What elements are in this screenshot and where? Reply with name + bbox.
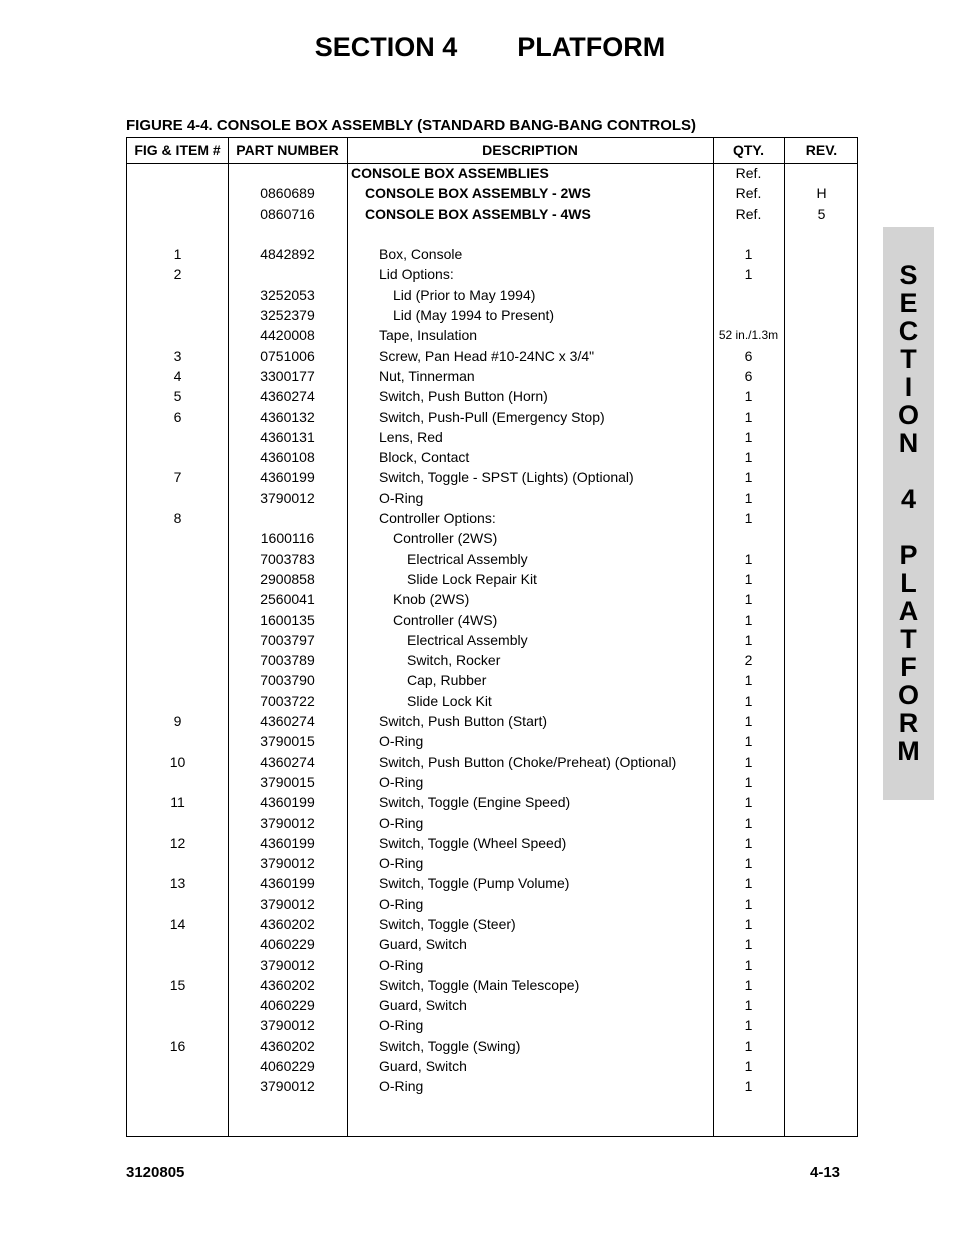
part-number-cell: 7003790 bbox=[260, 672, 315, 689]
fig-item-cell: 11 bbox=[170, 794, 185, 811]
section-name: PLATFORM bbox=[517, 32, 666, 62]
qty-cell: 1 bbox=[744, 753, 753, 770]
qty-cell: 1 bbox=[744, 794, 753, 811]
page-title bbox=[0, 32, 954, 63]
qty-cell: 1 bbox=[744, 1037, 753, 1054]
qty-cell: 1 bbox=[744, 550, 753, 567]
table-row bbox=[127, 569, 857, 589]
table-row bbox=[127, 752, 857, 772]
qty-cell: 1 bbox=[744, 246, 753, 263]
description-cell: Slide Lock Repair Kit bbox=[407, 570, 537, 587]
description-cell: Nut, Tinnerman bbox=[379, 367, 475, 384]
description-cell: Switch, Toggle (Main Telescope) bbox=[379, 976, 580, 993]
description-cell: CONSOLE BOX ASSEMBLY - 4WS bbox=[365, 205, 591, 222]
part-number-cell: 3790012 bbox=[260, 814, 315, 831]
table-body bbox=[127, 163, 857, 1097]
table-row bbox=[127, 934, 857, 954]
qty-cell: 1 bbox=[744, 814, 753, 831]
qty-cell: Ref. bbox=[735, 165, 762, 181]
part-number-cell: 2560041 bbox=[260, 591, 315, 608]
part-number-cell: 4060229 bbox=[260, 1058, 315, 1075]
description-cell: Switch, Toggle (Engine Speed) bbox=[379, 794, 571, 811]
header-rev: REV. bbox=[805, 142, 838, 158]
part-number-cell: 7003797 bbox=[260, 631, 315, 648]
description-cell: Switch, Toggle (Swing) bbox=[379, 1037, 521, 1054]
table-row bbox=[127, 792, 857, 812]
qty-cell: 6 bbox=[744, 367, 753, 384]
description-cell: Switch, Toggle - SPST (Lights) (Optional) bbox=[379, 469, 634, 486]
fig-item-cell: 12 bbox=[169, 834, 186, 851]
part-number-cell: 3790012 bbox=[260, 855, 315, 872]
part-number-cell: 4360199 bbox=[260, 794, 315, 811]
description-cell: Lid (May 1994 to Present) bbox=[393, 307, 555, 324]
table-row bbox=[127, 285, 857, 305]
section-label: SECTION 4 bbox=[314, 32, 458, 62]
table-row bbox=[127, 731, 857, 751]
fig-item-cell: 6 bbox=[173, 408, 182, 425]
qty-cell: Ref. bbox=[735, 205, 762, 222]
fig-item-cell: 4 bbox=[173, 367, 182, 384]
part-number-cell: 4060229 bbox=[260, 997, 315, 1014]
table-row bbox=[127, 894, 857, 914]
part-number-cell: 4360274 bbox=[260, 753, 315, 770]
fig-item-cell: 15 bbox=[169, 976, 186, 993]
qty-cell: 1 bbox=[744, 997, 753, 1014]
part-number-cell: 4360199 bbox=[260, 875, 315, 892]
side-tab-letter bbox=[883, 513, 934, 541]
part-number-cell: 3252053 bbox=[260, 286, 315, 303]
table-row bbox=[127, 772, 857, 792]
fig-item-cell: 9 bbox=[173, 713, 182, 730]
table-row bbox=[127, 955, 857, 975]
description-cell: Tape, Insulation bbox=[379, 327, 478, 344]
part-number-cell: 4842892 bbox=[260, 246, 315, 263]
part-number-cell: 1600116 bbox=[260, 530, 315, 547]
table-row bbox=[127, 407, 857, 427]
table-row bbox=[127, 183, 857, 203]
description-cell: O-Ring bbox=[379, 814, 424, 831]
table-row bbox=[127, 1036, 857, 1056]
fig-item-cell: 14 bbox=[169, 915, 186, 932]
part-number-cell: 3790012 bbox=[260, 895, 315, 912]
table-row bbox=[127, 366, 857, 386]
part-number-cell: 4360108 bbox=[260, 449, 315, 466]
part-number-cell: 7003783 bbox=[260, 550, 315, 567]
part-number-cell: 4420008 bbox=[260, 327, 315, 344]
qty-cell: 1 bbox=[744, 713, 753, 730]
qty-cell: 1 bbox=[744, 895, 753, 912]
description-cell: Guard, Switch bbox=[379, 997, 467, 1014]
fig-item-cell: 2 bbox=[173, 266, 182, 283]
description-cell: Electrical Assembly bbox=[407, 550, 528, 567]
part-number-cell: 4360274 bbox=[260, 388, 315, 405]
section-side-tab bbox=[883, 227, 934, 800]
table-row bbox=[127, 488, 857, 508]
description-cell: O-Ring bbox=[379, 489, 424, 506]
qty-cell: 1 bbox=[744, 1078, 753, 1095]
qty-cell: 1 bbox=[744, 855, 753, 872]
description-cell: O-Ring bbox=[379, 1017, 424, 1034]
qty-cell: 52 in./1.3m bbox=[718, 328, 779, 343]
table-row bbox=[127, 244, 857, 264]
part-number-cell: 0860716 bbox=[260, 205, 315, 222]
description-cell: Switch, Push Button (Horn) bbox=[379, 388, 548, 405]
table-row bbox=[127, 650, 857, 670]
description-cell: Switch, Toggle (Steer) bbox=[379, 915, 516, 932]
fig-item-cell: 8 bbox=[173, 510, 182, 527]
part-number-cell: 3790015 bbox=[260, 733, 315, 750]
table-row bbox=[127, 1076, 857, 1096]
side-tab-letter: M bbox=[897, 736, 920, 766]
part-number-cell: 3790012 bbox=[260, 956, 315, 973]
figure-title: FIGURE 4-4. CONSOLE BOX ASSEMBLY (STANDARD BANG-BANG CONTROLS) bbox=[126, 117, 697, 134]
description-cell: Lens, Red bbox=[379, 428, 443, 445]
part-number-cell: 0860689 bbox=[260, 185, 315, 202]
qty-cell: 1 bbox=[744, 672, 753, 689]
qty-cell: 1 bbox=[744, 875, 753, 892]
part-number-cell: 1600135 bbox=[260, 611, 315, 628]
description-cell: Box, Console bbox=[379, 246, 463, 263]
table-row bbox=[127, 813, 857, 833]
rev-cell: H bbox=[816, 185, 827, 202]
side-tab-letter: F bbox=[900, 652, 917, 682]
qty-cell: 2 bbox=[744, 652, 753, 669]
qty-cell: 1 bbox=[744, 733, 753, 750]
side-tab-letter: O bbox=[897, 680, 919, 710]
side-tab-letter: R bbox=[898, 708, 919, 738]
part-number-cell: 7003722 bbox=[260, 692, 315, 709]
table-row bbox=[127, 589, 857, 609]
description-cell: Controller (4WS) bbox=[393, 611, 498, 628]
side-tab-letters bbox=[883, 261, 934, 765]
description-cell: O-Ring bbox=[379, 733, 424, 750]
fig-item-cell: 7 bbox=[173, 469, 182, 486]
side-tab-letter: 4 bbox=[900, 484, 917, 514]
qty-cell: 1 bbox=[744, 692, 753, 709]
qty-cell: 1 bbox=[744, 611, 753, 628]
side-tab-letter: I bbox=[904, 372, 913, 402]
description-cell: CONSOLE BOX ASSEMBLY - 2WS bbox=[365, 185, 591, 202]
qty-cell: 1 bbox=[744, 1058, 753, 1075]
table-row bbox=[127, 549, 857, 569]
table-row bbox=[127, 508, 857, 528]
part-number-cell: 4060229 bbox=[260, 936, 315, 953]
table-row bbox=[127, 386, 857, 406]
qty-cell: 1 bbox=[744, 266, 753, 283]
table-row bbox=[127, 325, 857, 345]
side-tab-letter: L bbox=[900, 568, 917, 598]
description-cell: O-Ring bbox=[379, 773, 424, 790]
fig-item-cell: 5 bbox=[173, 388, 182, 405]
part-number-cell: 2900858 bbox=[260, 570, 315, 587]
part-number-cell: 4360199 bbox=[260, 469, 315, 486]
side-tab-letter bbox=[883, 457, 934, 485]
description-cell: Switch, Push Button (Choke/Preheat) (Optional) bbox=[379, 753, 677, 770]
header-description: DESCRIPTION bbox=[482, 142, 578, 158]
fig-item-cell: 10 bbox=[169, 753, 186, 770]
description-cell: Switch, Rocker bbox=[407, 652, 501, 669]
qty-cell: Ref. bbox=[735, 185, 762, 202]
part-number-cell: 7003789 bbox=[260, 652, 315, 669]
table-row bbox=[127, 630, 857, 650]
qty-cell: 1 bbox=[744, 510, 753, 527]
part-number-cell: 4360274 bbox=[260, 713, 315, 730]
table-row bbox=[127, 711, 857, 731]
description-cell: O-Ring bbox=[379, 1078, 424, 1095]
table-row bbox=[127, 610, 857, 630]
description-cell: Slide Lock Kit bbox=[407, 692, 492, 709]
part-number-cell: 3790012 bbox=[260, 1017, 315, 1034]
side-tab-letter: S bbox=[899, 260, 918, 290]
table-row bbox=[127, 346, 857, 366]
description-cell: Lid (Prior to May 1994) bbox=[393, 286, 536, 303]
description-cell: Block, Contact bbox=[379, 449, 470, 466]
description-cell: O-Ring bbox=[379, 895, 424, 912]
table-row bbox=[127, 975, 857, 995]
description-cell: Switch, Push-Pull (Emergency Stop) bbox=[379, 408, 605, 425]
qty-cell: 1 bbox=[744, 469, 753, 486]
description-cell: Lid Options: bbox=[379, 266, 454, 283]
part-number-cell: 3790012 bbox=[260, 1078, 315, 1095]
fig-item-cell: 16 bbox=[169, 1037, 186, 1054]
table-row bbox=[127, 204, 857, 224]
qty-cell: 1 bbox=[744, 936, 753, 953]
qty-cell: 1 bbox=[744, 570, 753, 587]
part-number-cell: 3790012 bbox=[260, 489, 315, 506]
table-row bbox=[127, 1015, 857, 1035]
table-header bbox=[127, 138, 857, 164]
part-number-cell: 0751006 bbox=[260, 347, 315, 364]
description-cell: CONSOLE BOX ASSEMBLIES bbox=[351, 165, 549, 181]
fig-item-cell: 13 bbox=[169, 875, 186, 892]
part-number-cell: 4360132 bbox=[260, 408, 315, 425]
side-tab-letter: O bbox=[897, 400, 919, 430]
table-row bbox=[127, 1056, 857, 1076]
header-part-number: PART NUMBER bbox=[236, 142, 339, 158]
header-fig-item: FIG & ITEM # bbox=[134, 142, 221, 158]
qty-cell: 1 bbox=[744, 408, 753, 425]
fig-item-cell: 3 bbox=[173, 347, 182, 364]
qty-cell: 1 bbox=[744, 631, 753, 648]
fig-item-cell: 1 bbox=[173, 246, 182, 263]
table-row bbox=[127, 914, 857, 934]
qty-cell: 1 bbox=[744, 591, 753, 608]
table-row bbox=[127, 224, 857, 244]
qty-cell: 1 bbox=[744, 773, 753, 790]
part-number-cell: 3252379 bbox=[260, 307, 315, 324]
table-row bbox=[127, 873, 857, 893]
table-row bbox=[127, 447, 857, 467]
table-row bbox=[127, 833, 857, 853]
qty-cell: 1 bbox=[744, 388, 753, 405]
side-tab-letter: C bbox=[898, 316, 919, 346]
part-number-cell: 3790015 bbox=[260, 773, 315, 790]
table-row bbox=[127, 528, 857, 548]
side-tab-letter: T bbox=[900, 624, 917, 654]
description-cell: Controller (2WS) bbox=[393, 530, 498, 547]
qty-cell: 1 bbox=[744, 834, 753, 851]
description-cell: Guard, Switch bbox=[379, 1058, 467, 1075]
side-tab-letter: T bbox=[900, 344, 917, 374]
description-cell: Knob (2WS) bbox=[393, 591, 470, 608]
side-tab-letter: N bbox=[898, 428, 919, 458]
table-row bbox=[127, 427, 857, 447]
qty-cell: 1 bbox=[744, 1017, 753, 1034]
side-tab-letter: P bbox=[899, 540, 918, 570]
header-qty: QTY. bbox=[732, 142, 765, 158]
table-row bbox=[127, 305, 857, 325]
table-row bbox=[127, 163, 857, 183]
table-row bbox=[127, 467, 857, 487]
part-number-cell: 3300177 bbox=[260, 367, 315, 384]
description-cell: Switch, Toggle (Pump Volume) bbox=[379, 875, 570, 892]
part-number-cell: 4360202 bbox=[260, 976, 315, 993]
description-cell: Switch, Toggle (Wheel Speed) bbox=[379, 834, 567, 851]
side-tab-letter: E bbox=[899, 288, 918, 318]
side-tab-letter: A bbox=[898, 596, 919, 626]
qty-cell: 1 bbox=[744, 915, 753, 932]
description-cell: Guard, Switch bbox=[379, 936, 467, 953]
table-row bbox=[127, 853, 857, 873]
rev-cell: 5 bbox=[817, 205, 826, 222]
qty-cell: 1 bbox=[744, 449, 753, 466]
part-number-cell: 4360202 bbox=[260, 1037, 315, 1054]
doc-number: 3120805 bbox=[126, 1164, 185, 1181]
table-row bbox=[127, 670, 857, 690]
qty-cell: 1 bbox=[744, 976, 753, 993]
table-row bbox=[127, 995, 857, 1015]
part-number-cell: 4360199 bbox=[260, 834, 315, 851]
table-row bbox=[127, 264, 857, 284]
qty-cell: 1 bbox=[744, 489, 753, 506]
page-number: 4-13 bbox=[810, 1164, 841, 1181]
description-cell: Controller Options: bbox=[379, 510, 496, 527]
description-cell: Screw, Pan Head #10-24NC x 3/4" bbox=[379, 347, 595, 364]
table-row bbox=[127, 691, 857, 711]
description-cell: O-Ring bbox=[379, 956, 424, 973]
qty-cell: 1 bbox=[744, 956, 753, 973]
description-cell: Electrical Assembly bbox=[407, 631, 528, 648]
description-cell: Switch, Push Button (Start) bbox=[379, 713, 548, 730]
description-cell: Cap, Rubber bbox=[407, 672, 487, 689]
qty-cell: 6 bbox=[744, 347, 753, 364]
part-number-cell: 4360202 bbox=[260, 915, 315, 932]
parts-table bbox=[126, 137, 858, 1137]
qty-cell: 1 bbox=[744, 428, 753, 445]
description-cell: O-Ring bbox=[379, 855, 424, 872]
part-number-cell: 4360131 bbox=[260, 428, 315, 445]
